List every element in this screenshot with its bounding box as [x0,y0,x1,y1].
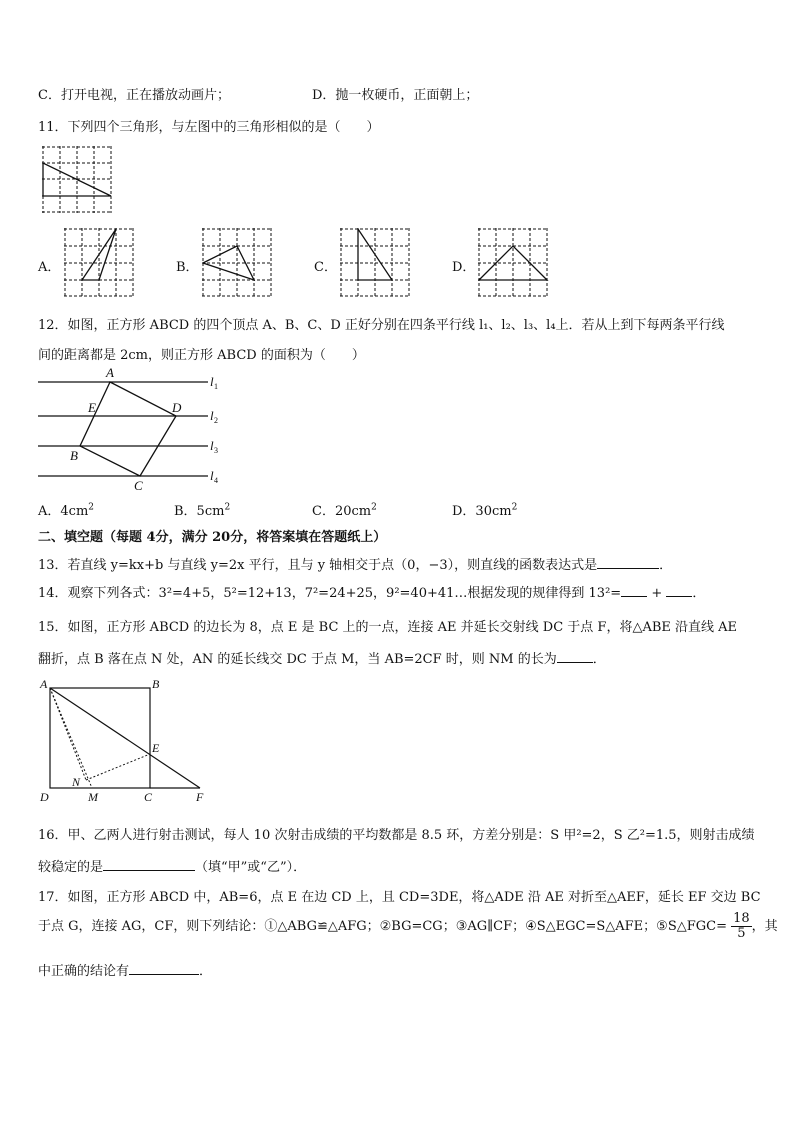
q12-option-c: C．$20cm^2$ [312,502,377,519]
q11-option-b-figure [202,228,274,298]
q12-option-a: A．$4cm^2$ [38,502,95,519]
q11-option-c-figure [340,228,412,298]
q12-sub-3: 3 [214,446,218,455]
q10-option-c: C．打开电视，正在播放动画片； [38,88,230,103]
q11-reference-figure [42,146,114,214]
q12-label-l2: l [210,408,214,423]
q12-figure [36,362,236,492]
q14: 14．观察下列各式：3²=4+5，5²=12+13，7²=24+25，9²=40+41…根据发现的规律得到 13²= + ． [38,586,706,601]
q17-fraction: $\frac{18}{5}$ [733,911,750,941]
q11-option-a-label: A． [38,260,61,275]
q12-sub-1: 1 [214,382,218,391]
q11-stem: 11．下列四个三角形，与左图中的三角形相似的是（ ） [38,120,380,135]
q12-label-b: B [70,448,78,463]
q15-figure [36,676,216,806]
q12-option-b: B．$5cm^2$ [174,502,231,519]
q16-answer-blank[interactable] [103,858,195,871]
q11-option-d-figure [478,228,550,298]
q12-label-l1: l [210,374,214,389]
q15-label-m: M [88,790,98,804]
q12-label-e: E [88,400,96,415]
q11-option-c-label: C． [314,260,337,275]
q15-line2: 翻折，点 B 落在点 N 处，AN 的延长线交 DC 于点 M，当 AB=2CF 时，则 NM 的长为 ． [38,652,606,667]
q16-line2: 较稳定的是 （填“甲”或“乙”）． [38,860,307,875]
q15-line1: 15．如图，正方形 ABCD 的边长为 8，点 E 是 BC 上的一点，连接 AE 并延长交射线 DC 于点 F，将△ABE 沿直线 AE [38,620,738,635]
q12-label-l4: l [210,468,214,483]
q12-sub-2: 2 [214,416,218,425]
q14-answer-blank-1[interactable] [621,584,647,597]
q17-line2: 于点 G，连接 AG，CF，则下列结论：①△ABG≌△AFG；②BG=CG；③AG∥CF；④S△EGC=S△AFE；⑤S△FGC= $\frac{18}{5}$ ，其 [38,911,778,941]
q12-stem-line2: 间的距离都是 2cm，则正方形 ABCD 的面积为（ ） [38,348,365,363]
q12-label-c: C [134,478,143,492]
q15-label-f: F [196,790,204,804]
q11-option-b-label: B． [176,260,199,275]
q15-label-b: B [152,677,160,691]
section-2-heading: 二、填空题（每题 4分，满分 20分，将答案填在答题纸上） [38,530,387,545]
q15-label-d: D [40,790,49,804]
q17-answer-blank[interactable] [129,962,199,975]
q12-label-a: A [106,365,114,380]
q17-line1: 17．如图，正方形 ABCD 中，AB=6，点 E 在边 CD 上，且 CD=3DE，将△ADE 沿 AE 对折至△AEF，延长 EF 交边 BC [38,890,761,905]
q14-answer-blank-2[interactable] [666,584,692,597]
q12-option-d: D．$30cm^2$ [452,502,518,519]
q11-option-d-label: D． [452,260,476,275]
q15-label-n: N [72,775,81,789]
q15-label-c: C [144,790,153,804]
q15-label-a: A [40,677,48,691]
q12-sub-4: 4 [214,476,218,485]
q13-answer-blank[interactable] [597,556,659,569]
q11-option-a-figure [64,228,136,298]
q13: 13．若直线 y=kx+b 与直线 y=2x 平行，且与 y 轴相交于点（0，−3），则直线的函数表达式是 ． [38,558,673,573]
q16-line1: 16．甲、乙两人进行射击测试，每人 10 次射击成绩的平均数都是 8.5 环，方差分别是：S 甲²=2，S 乙²=1.5，则射击成绩 [38,828,755,843]
q15-answer-blank[interactable] [557,650,593,663]
q10-option-d: D．抛一枚硬币，正面朝上； [312,88,479,103]
q17-line3: 中正确的结论有 ． [38,964,213,979]
q12-stem-line1: 12．如图，正方形 ABCD 的四个顶点 A、B、C、D 正好分别在四条平行线 l₁、l₂、l₃、l₄上．若从上到下每两条平行线 [38,318,725,333]
q12-label-l3: l [210,438,214,453]
q15-label-e: E [152,741,160,755]
q12-label-d: D [172,400,182,415]
